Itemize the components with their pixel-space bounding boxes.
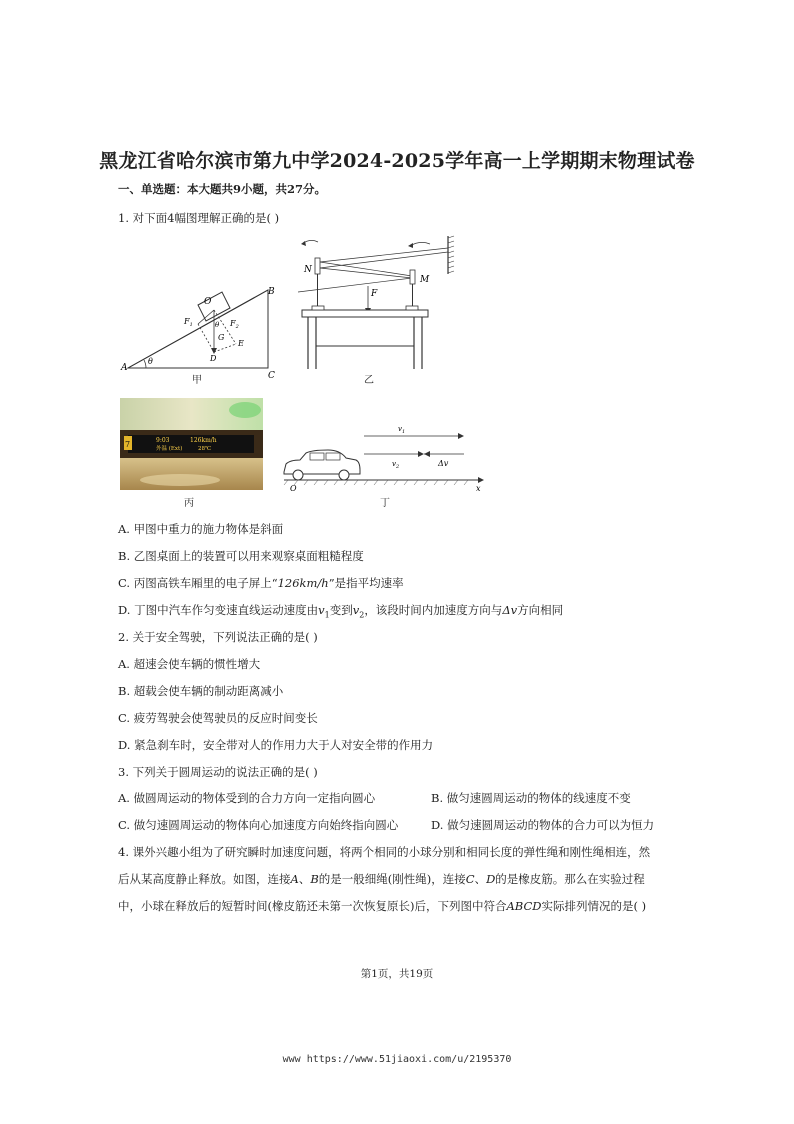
question-4-line-3: 中，小球在释放后的短暂时间(橡皮筋还未第一次恢复原长)后，下列图中符合ABCD实际排列情况的是( ) <box>118 899 647 913</box>
label-F: F <box>371 289 378 299</box>
q2-option-a: A. 超速会使车辆的惯性增大 <box>118 657 261 671</box>
q3-option-a: A. 做圆周运动的物体受到的合力方向一定指向圆心 <box>118 791 376 805</box>
label-G: G <box>218 333 225 342</box>
label-dv: Δv <box>438 459 449 468</box>
question-3-stem: 3. 下列关于圆周运动的说法正确的是( ) <box>118 765 318 779</box>
question-4-line-2: 后从某高度静止释放。如图，连接A、B的是一般细绳(刚性绳)，连接C、D的是橡皮筋。那么在实验过程 <box>118 872 645 886</box>
q3-option-d: D. 做匀速圆周运动的物体的合力可以为恒力 <box>431 818 655 832</box>
label-N: N <box>304 265 312 275</box>
q3-option-b: B. 做匀速圆周运动的物体的线速度不变 <box>431 791 631 805</box>
caption-yi: 乙 <box>364 375 374 386</box>
label-A: A <box>121 363 128 373</box>
q2-option-b: B. 超载会使车辆的制动距离减小 <box>118 684 284 698</box>
label-v1: $v_1$ <box>398 425 406 435</box>
label-D: D <box>210 354 217 363</box>
theta-label-2: θ <box>215 321 220 329</box>
q1-option-a: A. 甲图中重力的施力物体是斜面 <box>118 522 284 536</box>
caption-ding: 丁 <box>380 498 390 509</box>
section-heading: 一、单选题：本大题共9小题，共27分。 <box>118 182 327 196</box>
caption-bing: 丙 <box>184 498 194 509</box>
screen-speed: 126km/h <box>190 437 217 444</box>
screen-number: 7 <box>125 440 131 449</box>
q1-option-b: B. 乙图桌面上的装置可以用来观察桌面粗糙程度 <box>118 549 364 563</box>
label-E: E <box>238 339 244 348</box>
q1-option-d: D. 丁图中汽车作匀变速直线运动速度由$v_1$变到$v_2$，该段时间内加速度方向与Δv方向相同 <box>118 603 564 620</box>
label-F2: $F_2$ <box>230 319 239 330</box>
page-title: 黑龙江省哈尔滨市第九中学2024-2025学年高一上学期期末物理试卷 <box>99 150 695 172</box>
label-F1: $F_1$ <box>184 317 193 328</box>
q3-option-c: C. 做匀速圆周运动的物体向心加速度方向始终指向圆心 <box>118 818 399 832</box>
label-O-origin: O <box>290 484 297 492</box>
label-v2: $v_2$ <box>392 460 400 470</box>
page-footer: 第1页，共19页 <box>360 968 434 980</box>
question-4-line-1: 4. 课外兴趣小组为了研究瞬时加速度问题，将两个相同的小球分别和相同长度的弹性绳和刚性绳相连，然 <box>118 845 651 859</box>
screen-temp: 28℃ <box>198 446 212 452</box>
screen-temp-label: 外温 (Ext) <box>156 446 183 452</box>
theta-label: θ <box>148 357 153 366</box>
label-O: O <box>204 297 212 307</box>
screen-time: 9:03 <box>156 437 170 444</box>
question-1-stem: 1. 对下面4幅图理解正确的是( ) <box>118 211 280 225</box>
label-x-axis: x <box>476 484 481 492</box>
source-url: www https://www.51jiaoxi.com/u/2195370 <box>282 1054 512 1065</box>
q2-option-d: D. 紧急刹车时，安全带对人的作用力大于人对安全带的作用力 <box>118 738 434 752</box>
caption-jia: 甲 <box>192 375 202 386</box>
figure-jia-incline <box>118 282 288 382</box>
label-M: M <box>420 275 430 285</box>
label-B: B <box>268 287 275 297</box>
figure-yi-table <box>298 234 460 378</box>
figure-ding-car <box>278 420 488 492</box>
figure-bing-photo <box>120 398 263 490</box>
q1-option-c: C. 丙图高铁车厢里的电子屏上“126km/h”是指平均速率 <box>118 576 404 590</box>
label-C: C <box>268 371 275 381</box>
question-2-stem: 2. 关于安全驾驶，下列说法正确的是( ) <box>118 630 318 644</box>
q2-option-c: C. 疲劳驾驶会使驾驶员的反应时间变长 <box>118 711 318 725</box>
